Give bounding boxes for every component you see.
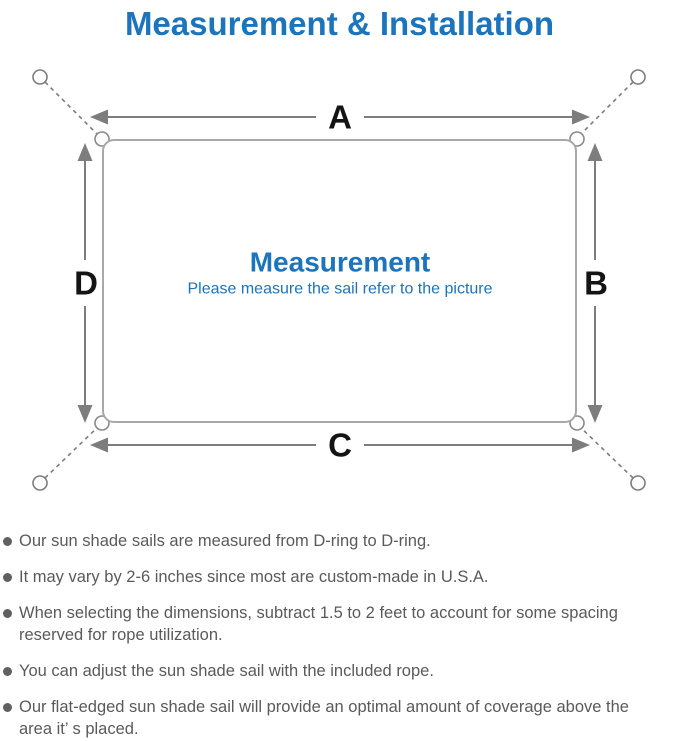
arrow-head-right-icon bbox=[572, 438, 590, 453]
list-item bbox=[3, 661, 671, 683]
note-text: Our flat-edged sun shade sail will provide an optimal amount of coverage above the area it’ s placed. bbox=[19, 697, 629, 738]
dimension-label-c: C bbox=[328, 426, 352, 464]
anchor-ring-bottom-right-icon bbox=[631, 476, 645, 490]
note-text: You can adjust the sun shade sail with the included rope. bbox=[19, 661, 434, 680]
dimension-arrow-a bbox=[90, 99, 590, 136]
list-item bbox=[3, 567, 671, 589]
arrow-head-down-icon bbox=[78, 405, 93, 423]
arrow-head-left-icon bbox=[90, 110, 108, 125]
diagram-subheading: Please measure the sail refer to the picture bbox=[187, 280, 493, 298]
anchor-ring-top-right-icon bbox=[631, 70, 645, 84]
dimension-label-b: B bbox=[584, 264, 608, 302]
list-item bbox=[3, 697, 671, 741]
rope-top-right bbox=[577, 82, 633, 138]
list-item bbox=[3, 531, 671, 553]
arrow-head-up-icon bbox=[78, 143, 93, 161]
page-title: Measurement & Installation bbox=[124, 5, 555, 42]
bullet-dot-icon bbox=[3, 573, 12, 582]
note-text: It may vary by 2-6 inches since most are custom-made in U.S.A. bbox=[19, 567, 489, 586]
note-text: Our sun shade sails are measured from D-ring to D-ring. bbox=[19, 532, 431, 550]
arrow-head-up-icon bbox=[588, 143, 603, 161]
note-text: When selecting the dimensions, subtract 1.5 to 2 feet to account for some spacing reserved for rope utilization. bbox=[19, 603, 618, 644]
notes-list bbox=[0, 520, 679, 741]
rope-top-left bbox=[45, 82, 101, 138]
anchor-ring-top-left-icon bbox=[33, 70, 47, 84]
dimension-label-d: D bbox=[74, 264, 98, 302]
bullet-dot-icon bbox=[3, 703, 12, 712]
dimension-arrow-d bbox=[74, 143, 98, 423]
dimension-arrow-b bbox=[584, 143, 608, 423]
arrow-head-down-icon bbox=[588, 405, 603, 423]
arrow-head-right-icon bbox=[572, 110, 590, 125]
measurement-diagram bbox=[0, 60, 679, 520]
bullet-dot-icon bbox=[3, 537, 12, 546]
dimension-arrow-c bbox=[90, 427, 590, 464]
bullet-dot-icon bbox=[3, 667, 12, 676]
rope-bottom-left bbox=[45, 424, 101, 478]
arrow-head-left-icon bbox=[90, 438, 108, 453]
dimension-label-a: A bbox=[328, 98, 352, 136]
diagram-heading: Measurement bbox=[249, 246, 431, 278]
list-item bbox=[3, 603, 671, 647]
anchor-ring-bottom-left-icon bbox=[33, 476, 47, 490]
bullet-dot-icon bbox=[3, 609, 12, 618]
rope-bottom-right bbox=[577, 424, 633, 478]
